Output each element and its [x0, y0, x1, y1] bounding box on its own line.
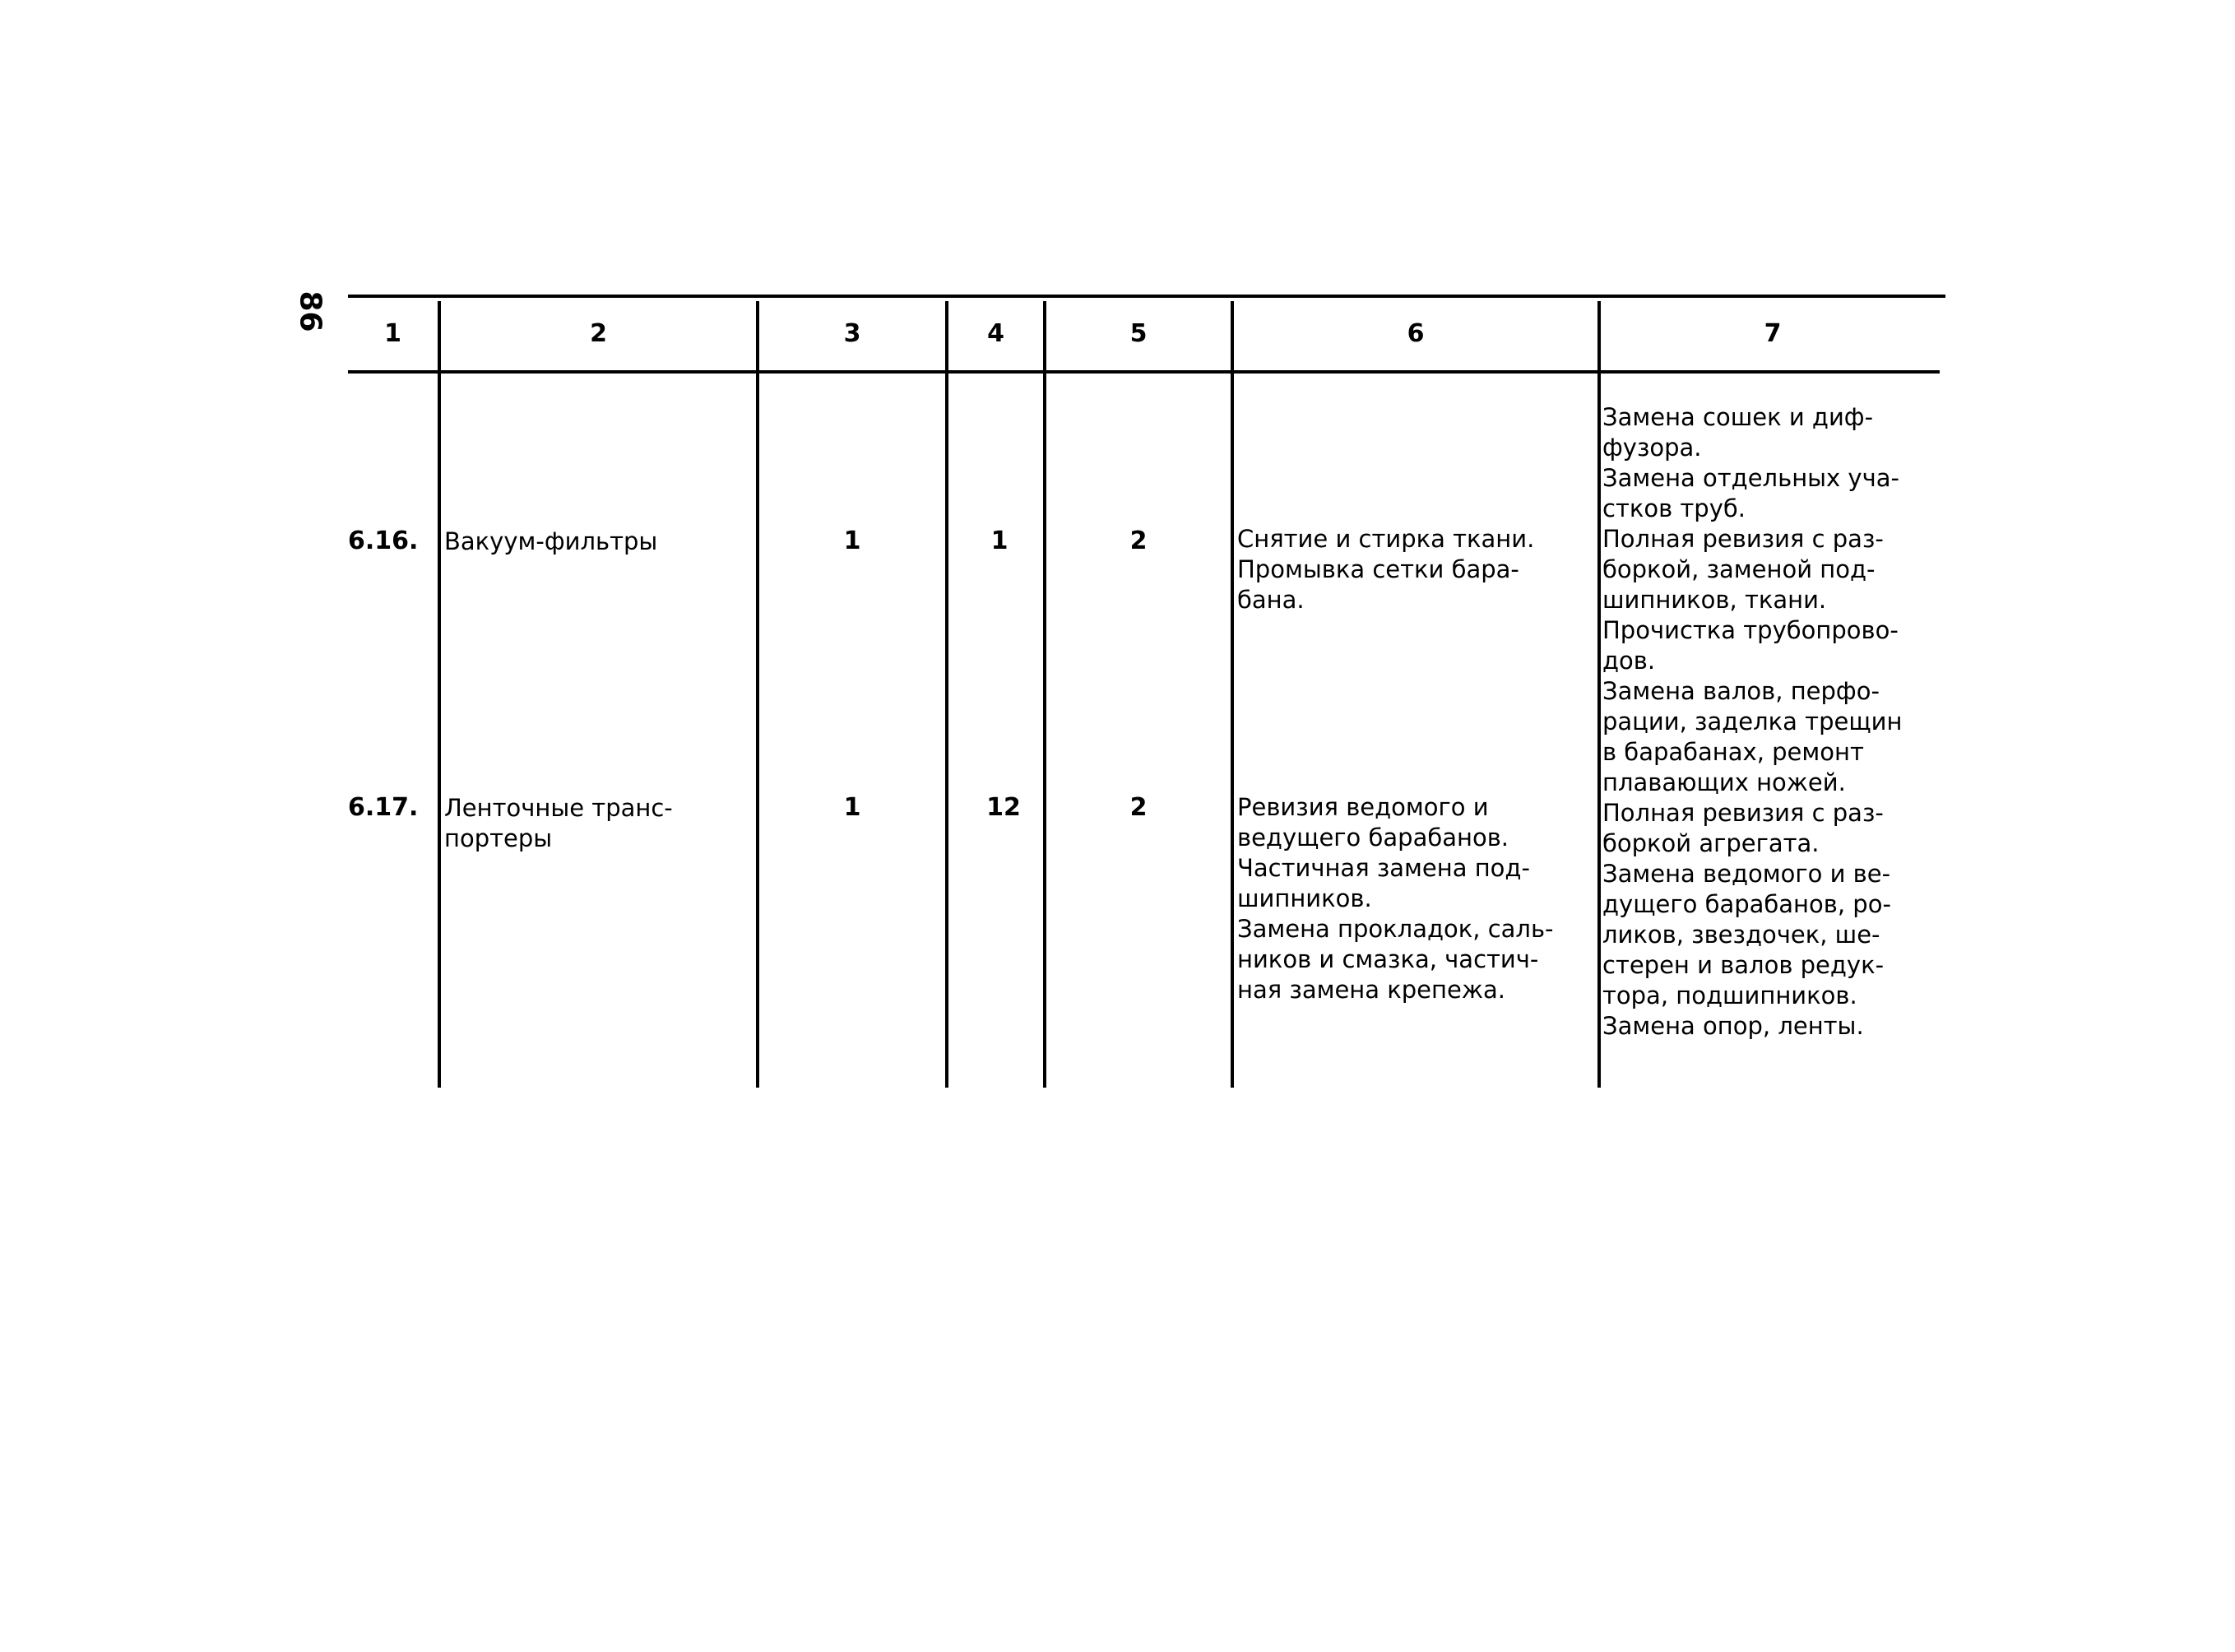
text-line: Снятие и стирка ткани. — [1237, 525, 1535, 553]
text-line: Замена прокладок, саль- — [1237, 915, 1554, 943]
table-top-rule — [348, 295, 1945, 298]
col5-value: 2 — [1129, 527, 1148, 555]
text-line: фузора. — [1602, 434, 1702, 462]
text-line: Замена опор, ленты. — [1602, 1012, 1864, 1040]
text-line: Промывка сетки бара- — [1237, 555, 1519, 583]
column-header-2: 2 — [590, 319, 607, 348]
column-header-1: 1 — [384, 319, 401, 348]
text-line: тора, подшипников. — [1602, 981, 1857, 1009]
col7-text — [1602, 402, 1899, 676]
column-divider — [1043, 301, 1046, 1088]
text-line: ников и смазка, частич- — [1237, 945, 1539, 973]
column-header-5: 5 — [1129, 319, 1148, 348]
text-line: ная замена крепежа. — [1237, 976, 1505, 1004]
page-number: 86 — [293, 290, 327, 332]
col7-text — [1602, 676, 1902, 1042]
text-line: Ревизия ведомого и — [1237, 793, 1489, 821]
column-header-4: 4 — [987, 319, 1004, 348]
equipment-name — [444, 527, 657, 557]
text-line: портеры — [444, 824, 553, 852]
text-line: Прочистка трубопрово- — [1602, 616, 1899, 644]
column-divider — [1597, 301, 1601, 1088]
text-line: ликов, звездочек, ше- — [1602, 921, 1880, 949]
text-line: Замена ведомого и ве- — [1602, 860, 1891, 888]
col4-value: 1 — [990, 527, 1009, 555]
col3-value: 1 — [843, 793, 861, 822]
text-line: Замена валов, перфо- — [1602, 677, 1880, 705]
text-line: шипников, ткани. — [1602, 586, 1827, 614]
equipment-name — [444, 793, 673, 854]
text-line: Полная ревизия с раз- — [1602, 525, 1884, 553]
column-divider — [438, 301, 441, 1088]
text-line: рации, заделка трещин — [1602, 708, 1903, 736]
text-line: Полная ревизия с раз- — [1602, 799, 1884, 827]
column-divider — [756, 301, 759, 1088]
text-line: в барабанах, ремонт — [1602, 738, 1864, 766]
text-line: Вакуум-фильтры — [444, 527, 658, 555]
row-number: 6.16. — [348, 527, 419, 555]
text-line: Ленточные транс- — [444, 794, 673, 822]
text-line: дов. — [1602, 647, 1656, 675]
col3-value: 1 — [843, 527, 861, 555]
text-line: плавающих ножей. — [1602, 768, 1846, 796]
text-line: шипников. — [1237, 884, 1372, 912]
text-line: бана. — [1237, 586, 1305, 614]
col5-value: 2 — [1129, 793, 1148, 822]
text-line: ведущего барабанов. — [1237, 824, 1509, 852]
header-bottom-rule — [348, 370, 1940, 374]
col6-text — [1237, 524, 1534, 615]
text-line: боркой, заменой под- — [1602, 555, 1876, 583]
col6-text — [1237, 792, 1554, 1005]
text-line: стерен и валов редук- — [1602, 951, 1885, 979]
column-header-7: 7 — [1764, 319, 1782, 348]
row-number: 6.17. — [348, 793, 419, 822]
text-line: Замена отдельных уча- — [1602, 464, 1899, 492]
column-divider — [945, 301, 948, 1088]
col4-value: 12 — [986, 793, 1021, 822]
text-line: дущего барабанов, ро- — [1602, 890, 1891, 918]
text-line: боркой агрегата. — [1602, 829, 1820, 857]
column-header-3: 3 — [843, 319, 861, 348]
text-line: стков труб. — [1602, 494, 1746, 522]
column-header-6: 6 — [1407, 319, 1425, 348]
text-line: Частичная замена под- — [1237, 854, 1530, 882]
column-divider — [1231, 301, 1234, 1088]
text-line: Замена сошек и диф- — [1602, 403, 1874, 431]
